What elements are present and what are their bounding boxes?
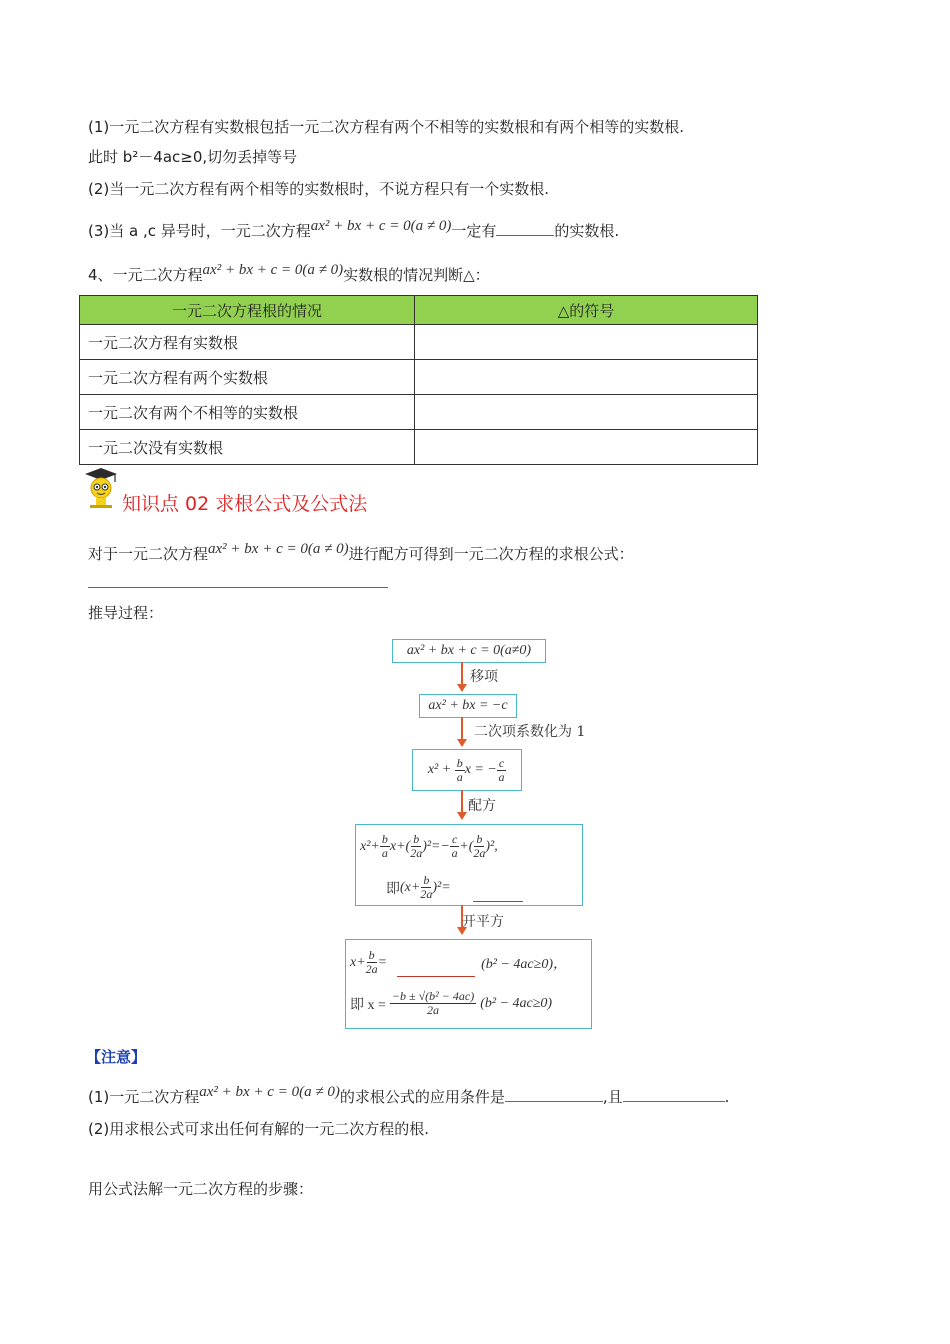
- flow-arrowhead-1: [457, 684, 467, 692]
- table-cell[interactable]: [415, 325, 758, 360]
- item-4: [88, 264, 490, 285]
- item-4-formula: ax² + bx + c = 0(a ≠ 0): [202, 262, 344, 278]
- point-3-blank[interactable]: [496, 221, 554, 236]
- table-header-cell: 一元二次方程根的情况: [80, 296, 415, 325]
- section-intro-post: 进行配方可得到一元二次方程的求根公式：: [348, 545, 634, 563]
- note-1-formula: ax² + bx + c = 0(a ≠ 0): [199, 1084, 340, 1100]
- note-1: [88, 1086, 729, 1107]
- flow-arrowhead-3: [457, 812, 467, 820]
- table-row: [80, 430, 758, 465]
- table-cell[interactable]: [415, 395, 758, 430]
- flow-box-3: x² + $\frac{b}{a}$ x = − $\frac{c}{a}$: [412, 749, 522, 791]
- note-1-blank-2[interactable]: [623, 1087, 725, 1102]
- flow-box-5-denominator: 2a: [427, 1003, 440, 1017]
- note-1-prefix: (1)一元二次方程: [88, 1088, 200, 1106]
- flow-box-5-numerator: −b ± √(b² − 4ac): [391, 989, 475, 1003]
- table-header-row: [80, 296, 758, 325]
- flow-step-4: 开平方: [462, 914, 504, 930]
- flow-arrow-3: [461, 790, 463, 814]
- table-row: [80, 395, 758, 430]
- formula-blank[interactable]: [88, 587, 388, 588]
- point-2: (2)当一元二次方程有两个相等的实数根时，不说方程只有一个实数根.: [88, 180, 550, 198]
- table-row: [80, 325, 758, 360]
- flow-arrowhead-2: [457, 739, 467, 747]
- note-1-and: ,且: [602, 1088, 623, 1106]
- flow-step-1: 移项: [470, 669, 498, 685]
- flow-arrow-1: [461, 662, 463, 686]
- section-intro-formula: ax² + bx + c = 0(a ≠ 0): [208, 541, 349, 557]
- section-title: 知识点 02 求根公式及公式法: [122, 493, 368, 515]
- flow-box-5-prefix: 即 x =: [350, 997, 386, 1013]
- note-label: 【注意】: [86, 1048, 147, 1066]
- flow-box-4: x²+ $\frac{b}{a}$ x+( $\frac{b}{2a}$ )²=− $\frac{c}{a}$ +( $\frac{b}{2a}$ )², 即 (x+ $\frac{b}{2a}$ )²=: [355, 824, 583, 906]
- note-1-blank-1[interactable]: [505, 1087, 603, 1102]
- flow-box-2: ax² + bx = −c: [419, 694, 517, 718]
- point-1-line-1: (1)一元二次方程有实数根包括一元二次方程有两个不相等的实数根和有两个相等的实数根.: [88, 118, 685, 136]
- flow-box-5-blank[interactable]: [397, 962, 475, 977]
- table-cell: 一元二次没有实数根: [80, 430, 415, 465]
- point-1-line-2: 此时 b²－4ac≥0,切勿丢掉等号: [88, 148, 298, 166]
- flow-box-5: x+ $\frac{b}{2a}$ = (b² − 4ac≥0)， 即 x = $\frac{\text{−b ± √(b² − 4ac)}}{2a}$ (b² − 4ac≥0): [345, 939, 592, 1029]
- table-cell: 一元二次有两个不相等的实数根: [80, 395, 415, 430]
- note-1-end: .: [724, 1088, 730, 1106]
- section-intro: [88, 543, 634, 564]
- table-row: [80, 360, 758, 395]
- flow-step-2: 二次项系数化为 1: [474, 724, 586, 740]
- point-3-post: 的实数根.: [554, 222, 620, 240]
- flow-arrow-2: [461, 717, 463, 741]
- point-3: [88, 220, 619, 241]
- flow-step-3: 配方: [468, 798, 496, 814]
- point-3-prefix: (3)当 a ,c 异号时，一元二次方程: [88, 222, 311, 240]
- table-header-cell: △的符号: [415, 296, 758, 325]
- table-cell[interactable]: [415, 360, 758, 395]
- graduate-mascot-icon: [84, 466, 118, 510]
- derivation-label: 推导过程：: [88, 604, 164, 622]
- section-intro-prefix: 对于一元二次方程: [88, 545, 209, 563]
- table-cell[interactable]: [415, 430, 758, 465]
- note-2: (2)用求根公式可求出任何有解的一元二次方程的根.: [88, 1120, 430, 1138]
- steps-label: 用公式法解一元二次方程的步骤：: [88, 1180, 314, 1198]
- flow-box-1: ax² + bx + c = 0(a≠0): [392, 639, 546, 663]
- point-3-formula: ax² + bx + c = 0(a ≠ 0): [310, 218, 452, 234]
- delta-table: [79, 295, 758, 465]
- point-3-mid: 一定有: [451, 222, 497, 240]
- item-4-prefix: 4、一元二次方程: [88, 266, 203, 284]
- flow-box-4-prefix: 即: [386, 881, 400, 897]
- item-4-post: 实数根的情况判断△：: [343, 266, 490, 284]
- note-1-mid: 的求根公式的应用条件是: [339, 1088, 505, 1106]
- flow-box-4-blank[interactable]: [473, 887, 523, 902]
- flow-box-5-cond-2: (b² − 4ac≥0): [480, 995, 553, 1011]
- flow-box-5-cond: (b² − 4ac≥0)，: [481, 956, 567, 972]
- table-cell: 一元二次方程有两个实数根: [80, 360, 415, 395]
- table-cell: 一元二次方程有实数根: [80, 325, 415, 360]
